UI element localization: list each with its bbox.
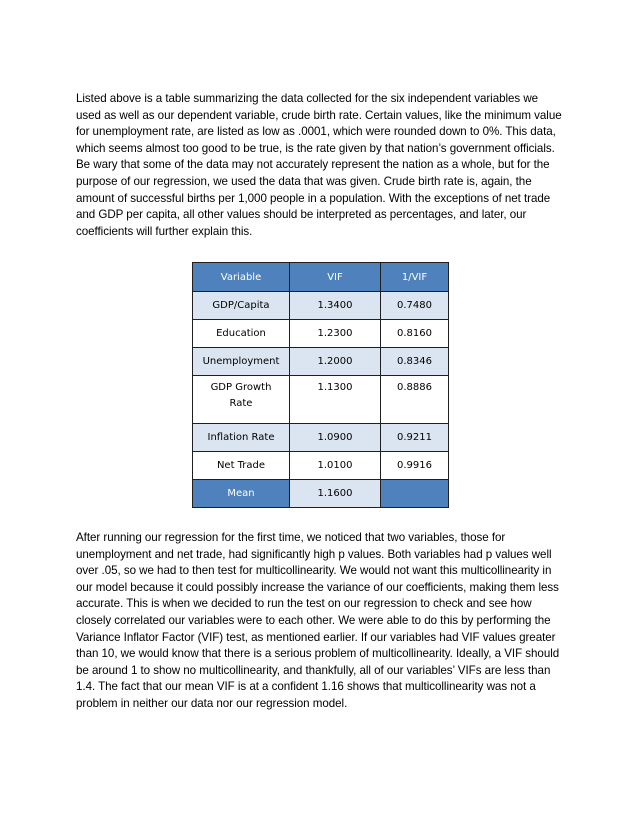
variable-cell (193, 376, 290, 424)
inverse-vif-cell: 0.9211 (381, 424, 449, 452)
text-line: our model because it could possibly increase the variance of our coefficients, making them less (76, 580, 559, 594)
text-line: used as well as our dependent variable, crude birth rate. Certain values, like the minimum value (76, 108, 562, 122)
variable-label-line: GDP Growth (210, 382, 272, 393)
table-row (193, 320, 449, 348)
vif-cell: 1.2000 (290, 348, 381, 376)
table-row (193, 348, 449, 376)
table-header-row (193, 263, 449, 292)
text-line: which seems almost too good to be true, is the rate given by that nation’s government officials. (76, 141, 555, 155)
vif-cell: 1.1300 (290, 376, 381, 424)
table-row (193, 424, 449, 452)
vif-cell: 1.0100 (290, 452, 381, 480)
text-line: and GDP per capita, all other values should be interpreted as percentages, and later, our (76, 208, 527, 222)
text-line: purpose of our regression, we used the data that was given. Crude birth rate is, again, the (76, 174, 532, 188)
vif-cell: 1.3400 (290, 292, 381, 320)
text-line: 1.4. The fact that our mean VIF is at a confident 1.16 shows that multicollinearity was not a (76, 680, 536, 694)
mean-vif-cell: 1.1600 (290, 480, 381, 508)
inverse-vif-cell: 0.8886 (381, 376, 449, 424)
mean-inverse-cell (381, 480, 449, 508)
header-vif: VIF (290, 263, 381, 292)
text-line: accurate. This is when we decided to run the test on our regression to check and see how (76, 597, 532, 611)
vif-cell: 1.2300 (290, 320, 381, 348)
mean-row (193, 480, 449, 508)
text-line: over .05, so we had to then test for multicollinearity. We would not want this multicollinearity in (76, 564, 552, 578)
text-line: Listed above is a table summarizing the data collected for the six independent variables we (76, 92, 539, 105)
vif-table (192, 262, 449, 508)
text-line: After running our regression for the first time, we noticed that two variables, those for (76, 531, 506, 544)
vif-cell: 1.0900 (290, 424, 381, 452)
header-inverse-vif: 1/VIF (381, 263, 449, 292)
text-line: than 10, we would know that there is a serious problem of multicollinearity. Ideally, a VIF should (76, 647, 560, 661)
table-row (193, 292, 449, 320)
variable-cell: Net Trade (193, 452, 290, 480)
table-row (193, 452, 449, 480)
variable-cell: Inflation Rate (193, 424, 290, 452)
inverse-vif-cell: 0.7480 (381, 292, 449, 320)
variable-label-line: Rate (229, 398, 253, 409)
text-line: problem in neither our data nor our regression model. (76, 696, 348, 710)
variable-cell: GDP/Capita (193, 292, 290, 320)
regression-paragraph (76, 530, 564, 713)
text-line: closely correlated our variables were to each other. We were able to do this by performing the (76, 613, 551, 627)
text-line: Be wary that some of the data may not accurately represent the nation as a whole, but for the (76, 158, 550, 172)
inverse-vif-cell: 0.8160 (381, 320, 449, 348)
inverse-vif-cell: 0.9916 (381, 452, 449, 480)
text-line: for unemployment rate, are listed as low as .0001, which were rounded down to 0%. This data, (76, 125, 556, 139)
header-variable: Variable (193, 263, 290, 292)
intro-paragraph (76, 91, 564, 240)
text-line: amount of successful births per 1,000 people in a population. With the exceptions of net trade (76, 191, 551, 205)
text-line: Variance Inflator Factor (VIF) test, as mentioned earlier. If our variables had VIF values greater (76, 630, 556, 644)
text-line: unemployment and net trade, had significantly high p values. Both variables had p values well (76, 547, 552, 561)
inverse-vif-cell: 0.8346 (381, 348, 449, 376)
mean-label-cell: Mean (193, 480, 290, 508)
variable-cell: Unemployment (193, 348, 290, 376)
table-row (193, 376, 449, 424)
text-line: be around 1 to show no multicollinearity, and thankfully, all of our variables’ VIFs are less than (76, 663, 551, 677)
text-line: coefficients will further explain this. (76, 224, 253, 238)
variable-cell: Education (193, 320, 290, 348)
